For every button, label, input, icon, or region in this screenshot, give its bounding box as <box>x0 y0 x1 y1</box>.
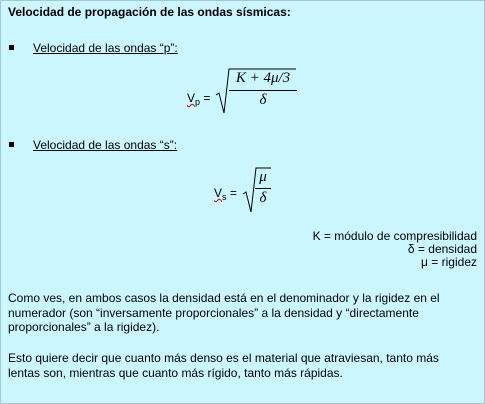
p-velocity-variable: V <box>187 91 196 105</box>
p-velocity-subscript: p <box>195 97 201 107</box>
legend-line-mu: μ = rigidez <box>421 255 477 269</box>
s-wave-formula <box>1 166 484 216</box>
s-denominator: δ <box>259 190 267 206</box>
s-velocity-symbol <box>214 186 237 200</box>
legend-line-delta: δ = densidad <box>407 242 477 256</box>
p-waves-label: Velocidad de las ondas “p”: <box>33 41 178 55</box>
s-waves-label: Velocidad de las ondas “s”: <box>33 138 178 152</box>
bullet-icon <box>9 45 14 50</box>
s-numerator: μ <box>259 169 267 185</box>
variable-legend <box>313 230 477 269</box>
s-velocity-subscript: s <box>222 192 227 202</box>
p-velocity-symbol <box>187 91 210 105</box>
s-equals-sign: = <box>229 186 237 200</box>
p-denominator: δ <box>259 92 267 108</box>
explanation-paragraph-2: Esto quiere decir que cuanto más denso es el material que atraviesan, tanto más lentas son, mientras que cuanto más rígido, tanto más rápidas. <box>8 351 439 380</box>
explanation-paragraph-1: Como ves, en ambos casos la densidad está en el denominador y la rigidez en el numerador (son “inversamente proporcionales” a la densidad y “directamente proporcionales” a la rigidez). <box>8 291 440 334</box>
page-title: Velocidad de propagación de las ondas sísmicas: <box>8 5 291 19</box>
bullet-icon <box>9 142 14 147</box>
legend-line-k: K = módulo de compresibilidad <box>312 229 477 243</box>
p-equals-sign: = <box>203 91 211 105</box>
p-fraction-bar <box>229 90 297 91</box>
list-item-p-waves <box>9 41 309 55</box>
list-item-s-waves <box>9 138 309 152</box>
s-velocity-variable: V <box>214 186 223 200</box>
s-fraction-bar <box>255 188 271 189</box>
p-wave-formula <box>1 67 484 121</box>
p-numerator: K + 4μ/3 <box>235 70 291 86</box>
